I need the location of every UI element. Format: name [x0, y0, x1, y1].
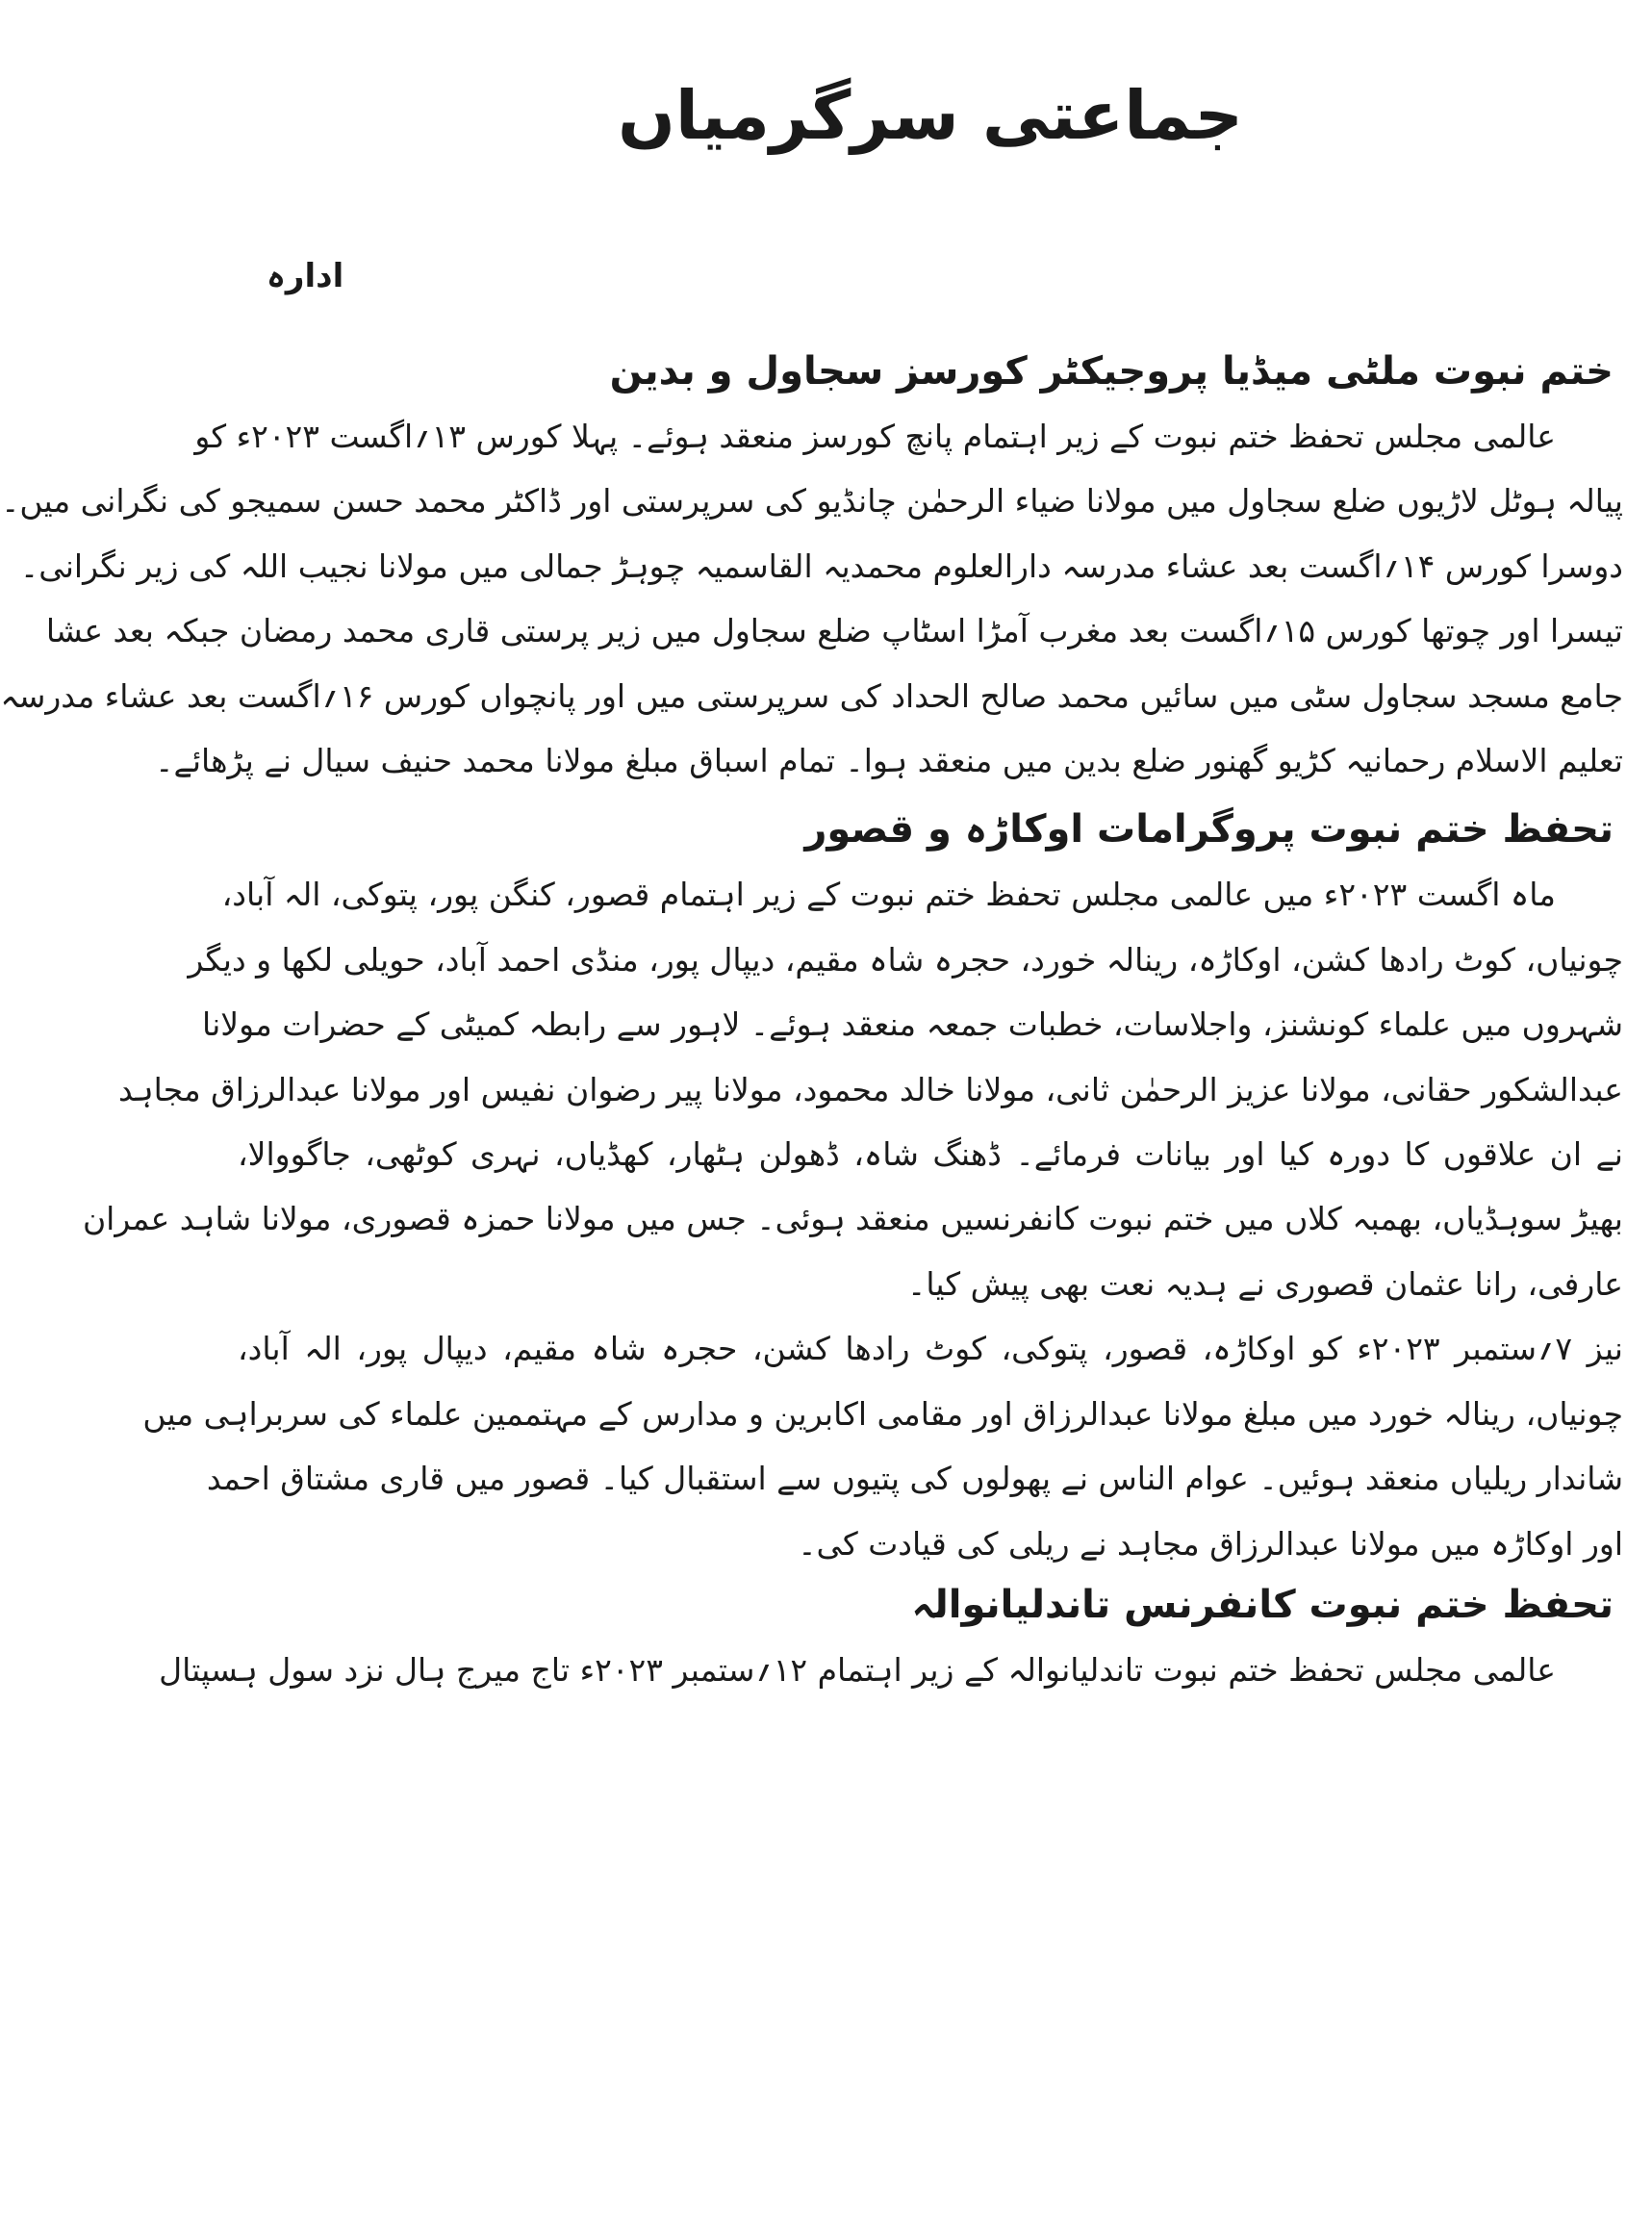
paragraph [159, 1638, 1623, 1702]
text-line: عالمی مجلس تحفظ ختم نبوت تاندلیانوالہ کے زیر اہتمام ۱۲؍ستمبر ۲۰۲۳ء تاج میرج ہال نزد سول ہسپتال [159, 1650, 1556, 1689]
paragraph [142, 1316, 1623, 1576]
text-line: نیز ۷؍ستمبر ۲۰۲۳ء کو اوکاڑہ، قصور، پتوکی، کوٹ رادھا کشن، حجرہ شاہ مقیم، دیپال پور، الہ آباد، [238, 1330, 1623, 1368]
spacer [238, 793, 1623, 801]
article-body [0, 343, 1623, 1702]
section-heading: تحفظ ختم نبوت پروگرامات اوکاڑہ و قصور [804, 807, 1614, 852]
text-line: بھیڑ سوہڈیاں، بھمبہ کلاں میں ختم نبوت کانفرنسیں منعقد ہوئی۔ جس میں مولانا حمزہ قصوری، مولانا شاہد عمران [82, 1200, 1623, 1238]
text-line: تعلیم الاسلام رحمانیہ کڑیو گھنور ضلع بدین میں منعقد ہوا۔ تمام اسباق مبلغ مولانا محمد حنیف سیال نے پڑھائے۔ [155, 742, 1623, 780]
section-tandlianwala [159, 1576, 1623, 1702]
page-title: جماعتی سرگرمیاں [618, 76, 1243, 155]
text-line: دوسرا کورس ۱۴؍اگست بعد عشاء مدرسہ دارالعلوم محمدیہ القاسمیہ چوہڑ جمالی میں مولانا نجیب اللہ کی زیر نگرانی۔ [19, 547, 1623, 585]
text-line: چونیاں، کوٹ رادھا کشن، اوکاڑہ، رینالہ خورد، حجرہ شاہ مقیم، دیپال پور، منڈی احمد آباد، حویلی لکھا و دیگر [188, 940, 1623, 979]
text-line: تیسرا اور چوتھا کورس ۱۵؍اگست بعد مغرب آمڑا اسٹاپ ضلع سجاول میں زیر پرستی قاری محمد رمضان جبکہ بعد عشا [45, 612, 1623, 650]
paragraph [0, 404, 1623, 793]
section-sajawal-badin [0, 343, 1623, 793]
paragraph [82, 862, 1623, 1316]
text-line: عالمی مجلس تحفظ ختم نبوت کے زیر اہتمام پانچ کورسز منعقد ہوئے۔ پہلا کورس ۱۳؍اگست ۲۰۲۳ء کو [194, 418, 1556, 455]
section-okara-kasur [82, 801, 1623, 1575]
text-line: جامع مسجد سجاول سٹی میں سائیں محمد صالح الحداد کی سرپرستی میں اور پانچواں کورس ۱۶؍اگست بعد عشاء مدرسہ [0, 676, 1623, 715]
text-line: ماہ اگست ۲۰۲۳ء میں عالمی مجلس تحفظ ختم نبوت کے زیر اہتمام قصور، کنگن پور، پتوکی، الہ آباد، [221, 876, 1556, 914]
text-line: شہروں میں علماء کونشنز، واجلاسات، خطبات جمعہ منعقد ہوئے۔ لاہور سے رابطہ کمیٹی کے حضرات مولانا [202, 1005, 1623, 1044]
text-line: اور اوکاڑہ میں مولانا عبدالرزاق مجاہد نے ریلی کی قیادت کی۔ [798, 1524, 1623, 1563]
section-heading: ختم نبوت ملٹی میڈیا پروجیکٹر کورسز سجاول و بدین [609, 349, 1614, 394]
author-byline: ادارہ [267, 257, 344, 295]
text-line: عبدالشکور حقانی، مولانا عزیز الرحمٰن ثانی، مولانا خالد محمود، مولانا پیر رضوان نفیس اور مولانا عبدالرزاق مجاہد [118, 1070, 1623, 1108]
text-line: عارفی، رانا عثمان قصوری نے ہدیہ نعت بھی پیش کیا۔ [907, 1264, 1623, 1303]
text-line: چونیاں، رینالہ خورد میں مبلغ مولانا عبدالرزاق اور مقامی اکابرین و مدارس کے مہتممین علماء کی سربراہی میں [142, 1394, 1623, 1433]
text-line: پیالہ ہوٹل لاڑیوں ضلع سجاول میں مولانا ضیاء الرحمٰن چانڈیو کی سرپرستی اور ڈاکٹر محمد حسن سمیجو کی نگرانی میں۔ [1, 482, 1623, 521]
text-line: نے ان علاقوں کا دورہ کیا اور بیانات فرمائے۔ ڈھنگ شاہ، ڈھولن ہٹھار، کھڈیاں، نہری کوٹھی، جاگووالا، [238, 1135, 1623, 1174]
section-heading: تحفظ ختم نبوت کانفرنس تاندلیانوالہ [911, 1582, 1614, 1627]
text-line: شاندار ریلیاں منعقد ہوئیں۔ عوام الناس نے پھولوں کی پتیوں سے استقبال کیا۔ قصور میں قاری مشتاق احمد [206, 1460, 1623, 1498]
